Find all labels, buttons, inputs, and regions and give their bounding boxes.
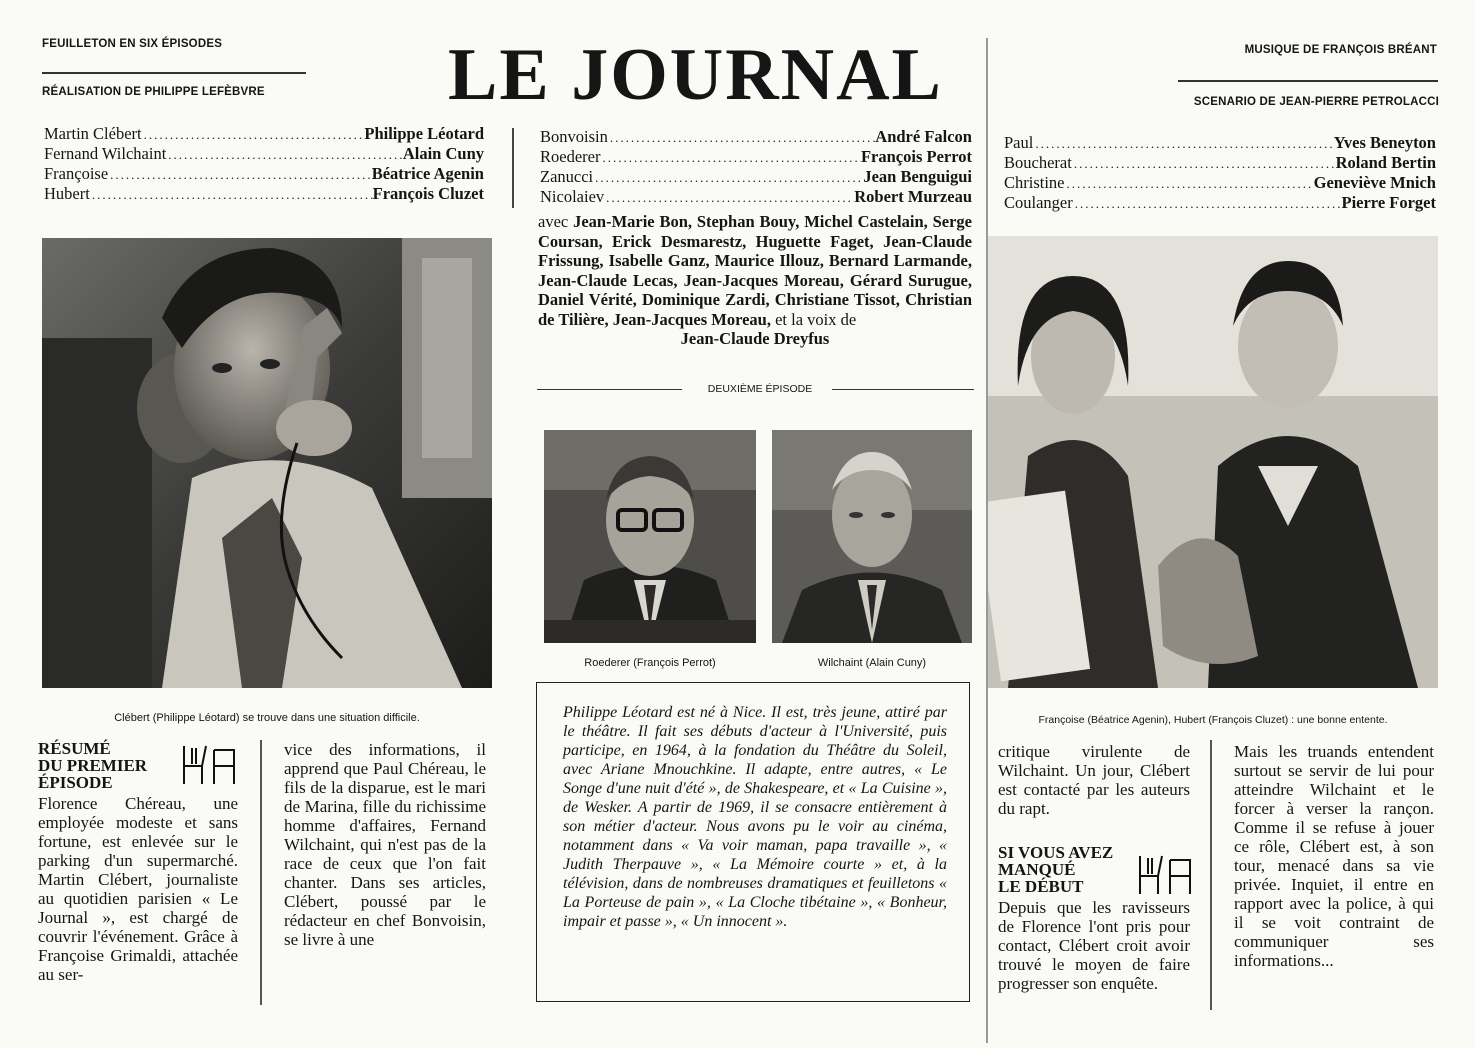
- cast-actor: Alain Cuny: [402, 144, 484, 163]
- chairs-icon: [180, 744, 238, 791]
- cast-role: Fernand Wilchaint: [44, 144, 167, 163]
- cast-row: [540, 127, 972, 147]
- photo-clebert-telephone-image: [42, 238, 492, 688]
- leader-dots: [1073, 194, 1342, 213]
- supporting-cast-last: Jean-Claude Dreyfus: [680, 329, 830, 348]
- photo-clebert-telephone: [42, 238, 492, 688]
- cast-actor: Geneviève Mnich: [1313, 173, 1436, 192]
- caption-photo-left: Clébert (Philippe Léotard) se trouve dans une situation difficile.: [114, 712, 420, 724]
- episode-label: DEUXIÈME ÉPISODE: [707, 383, 813, 395]
- cast-row: [44, 164, 484, 184]
- music-credit: MUSIQUE DE FRANÇOIS BRÉANT: [1244, 44, 1437, 56]
- cast-row: [540, 187, 972, 207]
- cast-row: [44, 124, 484, 144]
- recap-text-bottom: Depuis que les ravisseurs de Florence l'ont pris pour contact, Clébert croit avoir trouvé le moyen de faire progresser son enquête.: [998, 898, 1190, 993]
- episode-rule-right: [832, 389, 974, 390]
- leader-dots: [604, 188, 854, 207]
- resume-heading-line: RÉSUMÉ: [38, 739, 111, 758]
- cast-actor: Philippe Léotard: [364, 124, 484, 143]
- cast-role: Bonvoisin: [540, 127, 608, 146]
- leader-dots: [90, 185, 373, 204]
- chairs-icon: [1136, 854, 1194, 901]
- cast-row: [1004, 173, 1436, 193]
- cast-row: [44, 144, 484, 164]
- cast-list-3: [1004, 133, 1436, 213]
- caption-photo-right: Françoise (Béatrice Agenin), Hubert (François Cluzet) : une bonne entente.: [1038, 714, 1388, 726]
- supporting-cast: [538, 212, 972, 349]
- cast-role: Martin Clébert: [44, 124, 142, 143]
- cast-actor: François Perrot: [860, 147, 972, 166]
- recap-text-top: critique virulente de Wilchaint. Un jour, Clébert est contacté par les auteurs du rapt.: [998, 742, 1190, 818]
- cast-actor: Robert Murzeau: [854, 187, 972, 206]
- leader-dots: [1072, 154, 1336, 173]
- resume-heading-line: DU PREMIER: [38, 756, 148, 775]
- cast-row: [1004, 133, 1436, 153]
- resume-text-col1: Florence Chéreau, une employée modeste et sans fortune, est enlevée sur le parking d'un supermarché. Martin Clébert, journaliste au quotidien parisien « Le Journal », est chargé de couvrir l'événement. Grâce à Françoise Grimaldi, attachée au ser-: [38, 794, 238, 984]
- cast-role: Zanucci: [540, 167, 594, 186]
- cast-list-1: [44, 124, 484, 204]
- cast-row: [540, 167, 972, 187]
- resume-heading-line: ÉPISODE: [38, 773, 113, 792]
- leader-dots: [108, 165, 372, 184]
- leader-dots: [166, 145, 403, 164]
- column-divider: [1210, 740, 1212, 1010]
- leader-dots: [1065, 174, 1314, 193]
- cast-role: Hubert: [44, 184, 90, 203]
- supporting-cast-connector: et la voix de: [775, 309, 857, 329]
- cast-actor: Jean Benguigui: [863, 167, 972, 186]
- cast-actor: Béatrice Agenin: [371, 164, 484, 183]
- series-label: FEUILLETON EN SIX ÉPISODES: [42, 38, 223, 50]
- cast-role: Coulanger: [1004, 193, 1073, 212]
- director-credit: RÉALISATION DE PHILIPPE LEFÈBVRE: [42, 86, 265, 98]
- manque-heading-line: LE DÉBUT: [998, 877, 1084, 896]
- cast-role: Roederer: [540, 147, 601, 166]
- cast-row: [1004, 193, 1436, 213]
- resume-text-col2: vice des informations, il apprend que Paul Chéreau, le fils de la disparue, est le mari de Marina, fille du richissime homme d'affaires, Fernand Wilchaint, qui n'est pas de la race de ceux que l'on fait chanter. Dans ses articles, Clébert, poussé par le rédacteur en chef Bonvoisin, se livre à une: [284, 740, 486, 949]
- leader-dots: [1033, 134, 1333, 153]
- header-rule-right: [1178, 80, 1438, 82]
- cast-actor: Roland Bertin: [1335, 153, 1436, 172]
- leader-dots: [600, 148, 861, 167]
- cast-actor: Pierre Forget: [1341, 193, 1436, 212]
- cast-row: [540, 147, 972, 167]
- cast-role: Nicolaiev: [540, 187, 605, 206]
- column-divider: [260, 740, 262, 1005]
- cast-actor: André Falcon: [875, 127, 972, 146]
- photo-roederer: [544, 430, 756, 643]
- cast-role: Boucherat: [1004, 153, 1072, 172]
- manque-heading-line: SI VOUS AVEZ: [998, 843, 1114, 862]
- photo-francoise-hubert: [988, 236, 1438, 688]
- cast-actor: Yves Beneyton: [1333, 133, 1436, 152]
- supporting-cast-prefix: avec: [538, 212, 569, 231]
- caption-photo-wilchaint: Wilchaint (Alain Cuny): [817, 657, 927, 669]
- photo-wilchaint: [772, 430, 972, 643]
- caption-photo-roederer: Roederer (François Perrot): [584, 657, 716, 669]
- leader-dots: [593, 168, 863, 187]
- resume-heading: [38, 740, 178, 791]
- cast-actor: François Cluzet: [372, 184, 484, 203]
- bio-box: [536, 682, 970, 1002]
- photo-wilchaint-image: [772, 430, 972, 643]
- cast-row: [44, 184, 484, 204]
- leader-dots: [608, 128, 875, 147]
- manque-heading-line: MANQUÉ: [998, 860, 1076, 879]
- cast-list-2: [540, 127, 972, 207]
- cast-divider-left: [512, 128, 514, 208]
- photo-francoise-hubert-image: [988, 236, 1438, 688]
- cast-role: Paul: [1004, 133, 1034, 152]
- episode-rule-left: [537, 389, 682, 390]
- leader-dots: [142, 125, 365, 144]
- recap-text-col2: Mais les truands entendent surtout se servir de lui pour atteindre Wilchaint et le forcer à verser la rançon. Comme il se refuse à jouer ce rôle, Clébert est, à son tour, menacé dans sa vie privée. Inquiet, il entre en rapport avec la police, à qui il se voit contraint de communiquer ses informations...: [1234, 742, 1434, 970]
- supporting-cast-names: Jean-Marie Bon, Stephan Bouy, Michel Castelain, Serge Coursan, Erick Desmarestz, Huguette Faget, Jean-Claude Frissung, Isabelle Ganz, Maurice Illouz, Bernard Larmande, Jean-Claude Lecas, Jean-Jacques Moreau, Gérard Surugue, Daniel Vérité, Dominique Zardi, Christiane Tissot, Christian de Tilière, Jean-Jacques Moreau,: [538, 212, 972, 329]
- page-title: LE JOURNAL: [448, 34, 943, 116]
- screenplay-credit: SCENARIO DE JEAN-PIERRE PETROLACCI: [1193, 96, 1439, 108]
- bio-text: Philippe Léotard est né à Nice. Il est, très jeune, attiré par le théâtre. Il fait ses débuts d'acteur à l'Université, puis participe, en 1964, à la fondation du Théâtre du Soleil, avec Ariane Mnouchkine. Il adapte, entre autres, « Le Songe d'une nuit d'été », de Shakespeare, et « La Cuisine », de Wesker. A partir de 1969, il se consacre entièrement à son métier d'acteur. Nous avons pu le voir au cinéma, notamment dans « Va voir maman, papa travaille », « Judith Therpauve », « La Mémoire courte » et, à la télévision, dans de nombreuses dramatiques et feuilletons « La Porteuse de pain », « La Cloche tibétaine », « Bonheur, impair et passe », « Un innocent ».: [563, 704, 947, 930]
- manque-heading: [998, 844, 1138, 895]
- cast-row: [1004, 153, 1436, 173]
- header-rule-left: [42, 72, 306, 74]
- cast-role: Christine: [1004, 173, 1065, 192]
- photo-roederer-image: [544, 430, 756, 643]
- cast-role: Françoise: [44, 164, 109, 183]
